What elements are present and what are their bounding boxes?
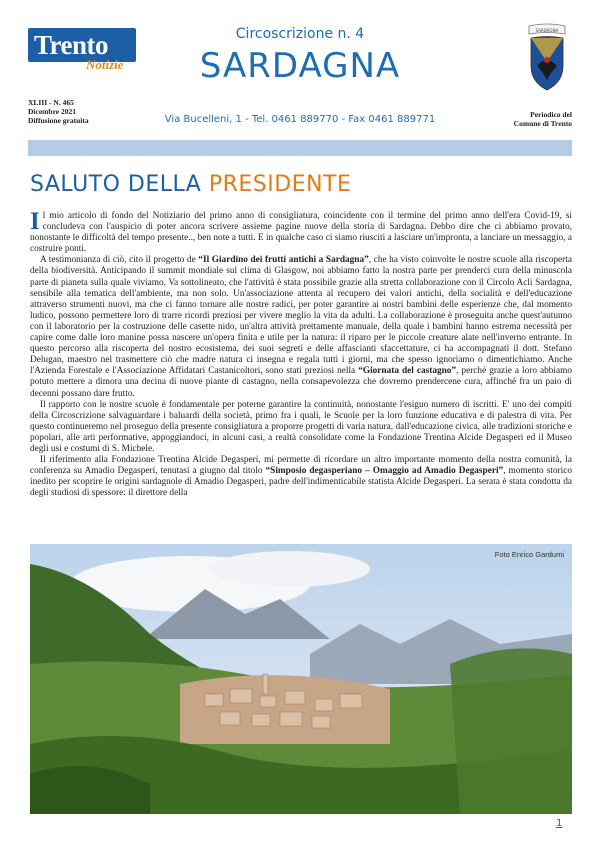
paragraph-1: [30, 208, 572, 255]
issue-number: XLIII - N. 465: [28, 98, 74, 107]
project-title: “Il Giardino dei frutti antichi a Sardagna”: [198, 255, 369, 266]
issue-date: Dicembre 2021: [28, 107, 76, 116]
paragraph-3: Il rapporto con le nostre scuole è fondamentale per poterne garantire la continuità, nonostante l'esiguo numero di iscritti. E' uno dei compiti della Circoscrizione salvaguardare i baluardi della società, primo fra i quali, le Scuole per la loro funzione educativa e di palestra di vita. Per questo continueremo nel proseguo della presente consigliatura a proporre progetti di varia natura, dall'educazione civica, alle tradizioni storiche e popolari, alle arti performative, appoggiandoci, in alcuni casi, a realtà consolidate come la Fondazione Trentina Alcide Degasperi ed il Museo degli usi e costumi di S. Michele.: [30, 399, 572, 454]
sardagna-crest-icon: [523, 22, 571, 96]
event-title: “Giornata del castagno”: [358, 366, 457, 377]
paragraph-2-text-c: , che ha visto coinvolte le nostre scuole alla riscoperta della biodiversità. Anticipando il summit mondiale sul clima di Glasgow, noi abbiamo fatto la nostra parte per prenderci cura della minuscola parte di pianeta sulla quale viviamo. Va sottolineato, che l'attività è stata possibile grazie alla stretta collaborazione con il Circolo Acli Sardagna, sensibile alla tematica dell'ambiente, ma non solo. Un'associazione attenta al recupero dei valori antichi, della socialità e dell'educazione attraverso strumenti nuovi, ma che ci fanno tornare alle nostre radici, per poter garantire ai nostri bambini delle esperienze che, dal momento ludico, possono permettere loro di trarre ricordi preziosi per vivere meglio la vita da adulti. La collaborazione è proseguita anche quest'autunno con il laboratorio per la costruzione delle casette nido, un'altra attività prettamente manuale, della quale i bambini hanno estrema necessità per capire come dalle loro manine possa nascere un'opera finita e utile per la natura: il riparo per le piccole creature alate nell'inverno entrante. In questo percorso alla riscoperta del nostro ecosistema, dei suoi segreti e delle affascianti sfaccettature, ci ha accompagnati il dott. Stefano Delugan, maestro nel trasmettere ciò che madre natura ci insegna e regala tutti i giorni, ma che spesso ignoriamo o dimentichiamo. Anche l'Azienda Forestale e l'Associazione Affidatari Castanicoltori, sono stati preziosi nella: [30, 255, 572, 377]
drop-cap: I: [30, 208, 40, 235]
landscape-illustration: [30, 544, 572, 814]
headline-part-1: SALUTO DELLA: [30, 172, 209, 197]
periodical-line-2: Comune di Trento: [513, 119, 572, 128]
paragraph-2: [30, 255, 572, 399]
page-number: 1: [556, 818, 563, 829]
paragraph-4-text-c: , momento storico inedito per scoprire le origini sardagnole di Amadio Degasperi, padre dell'indimenticabile statista Alcide Degasperi. La serata è stata condotta da degli studiosi di spessore: il direttore della: [30, 466, 572, 499]
crest-label: SARDAGNA: [535, 28, 559, 33]
headline-part-2: PRESIDENTE: [208, 172, 352, 197]
paragraph-1-text: l mio articolo di fondo del Notiziario del primo anno di consigliatura, coincidente con il termine del primo anno dell'era Covid-19, si concludeva con l'auspicio di poter ancora scrivere assieme pagine nuove della storia di Sardagna. Debbo dire che ci abbiamo provato, nonostante le difficoltà del tempo presente.., ben note a tutti. E in qualche caso ci siamo riusciti a lasciare un'impronta, a lanciare un messaggio, a costruire ponti.: [30, 211, 572, 255]
masthead-title: SARDAGNA: [199, 46, 401, 86]
logo-word: Trento: [34, 30, 108, 60]
issue-info: [28, 98, 89, 125]
header-divider-band: [28, 140, 572, 156]
article-body: [30, 208, 572, 499]
paragraph-4: [30, 455, 572, 499]
trento-notizie-logo: [28, 28, 136, 76]
address-line: Via Bucelleni, 1 - Tel. 0461 889770 - Fax 0461 889771: [164, 114, 436, 125]
paragraph-2-text-e: , perché grazie a loro abbiamo potuto mettere a dimora una decina di nuove piante di castagno, nella consapevolezza che dovremo prendercene cura, affinché fra un paio di decenni possano dare frutto.: [30, 366, 572, 399]
logo-subtitle: Notizie: [86, 57, 124, 72]
symposium-title: “Simposio degasperiano – Omaggio ad Amadio Degasperi”: [265, 466, 504, 477]
paragraph-4-text-a: Il riferimento alla Fondazione Trentina Alcide Degasperi, mi permette di ricordare un altro importante momento della nostra comunità, la conferenza su Amadio Degasperi, tenutasi a giugno dal titolo: [30, 455, 572, 477]
circoscrizione-label: Circoscrizione n. 4: [235, 26, 365, 42]
periodical-info: [490, 110, 572, 128]
periodical-line-1: Periodico del: [530, 110, 572, 119]
article-headline: [30, 172, 351, 197]
village-landscape-photo: [30, 544, 572, 814]
photo-credit: Foto Enrico Gardumi: [494, 550, 564, 559]
paragraph-2-text-a: A testimonianza di ciò, cito il progetto de: [40, 255, 199, 266]
issue-distribution: Diffusione gratuita: [28, 116, 89, 125]
